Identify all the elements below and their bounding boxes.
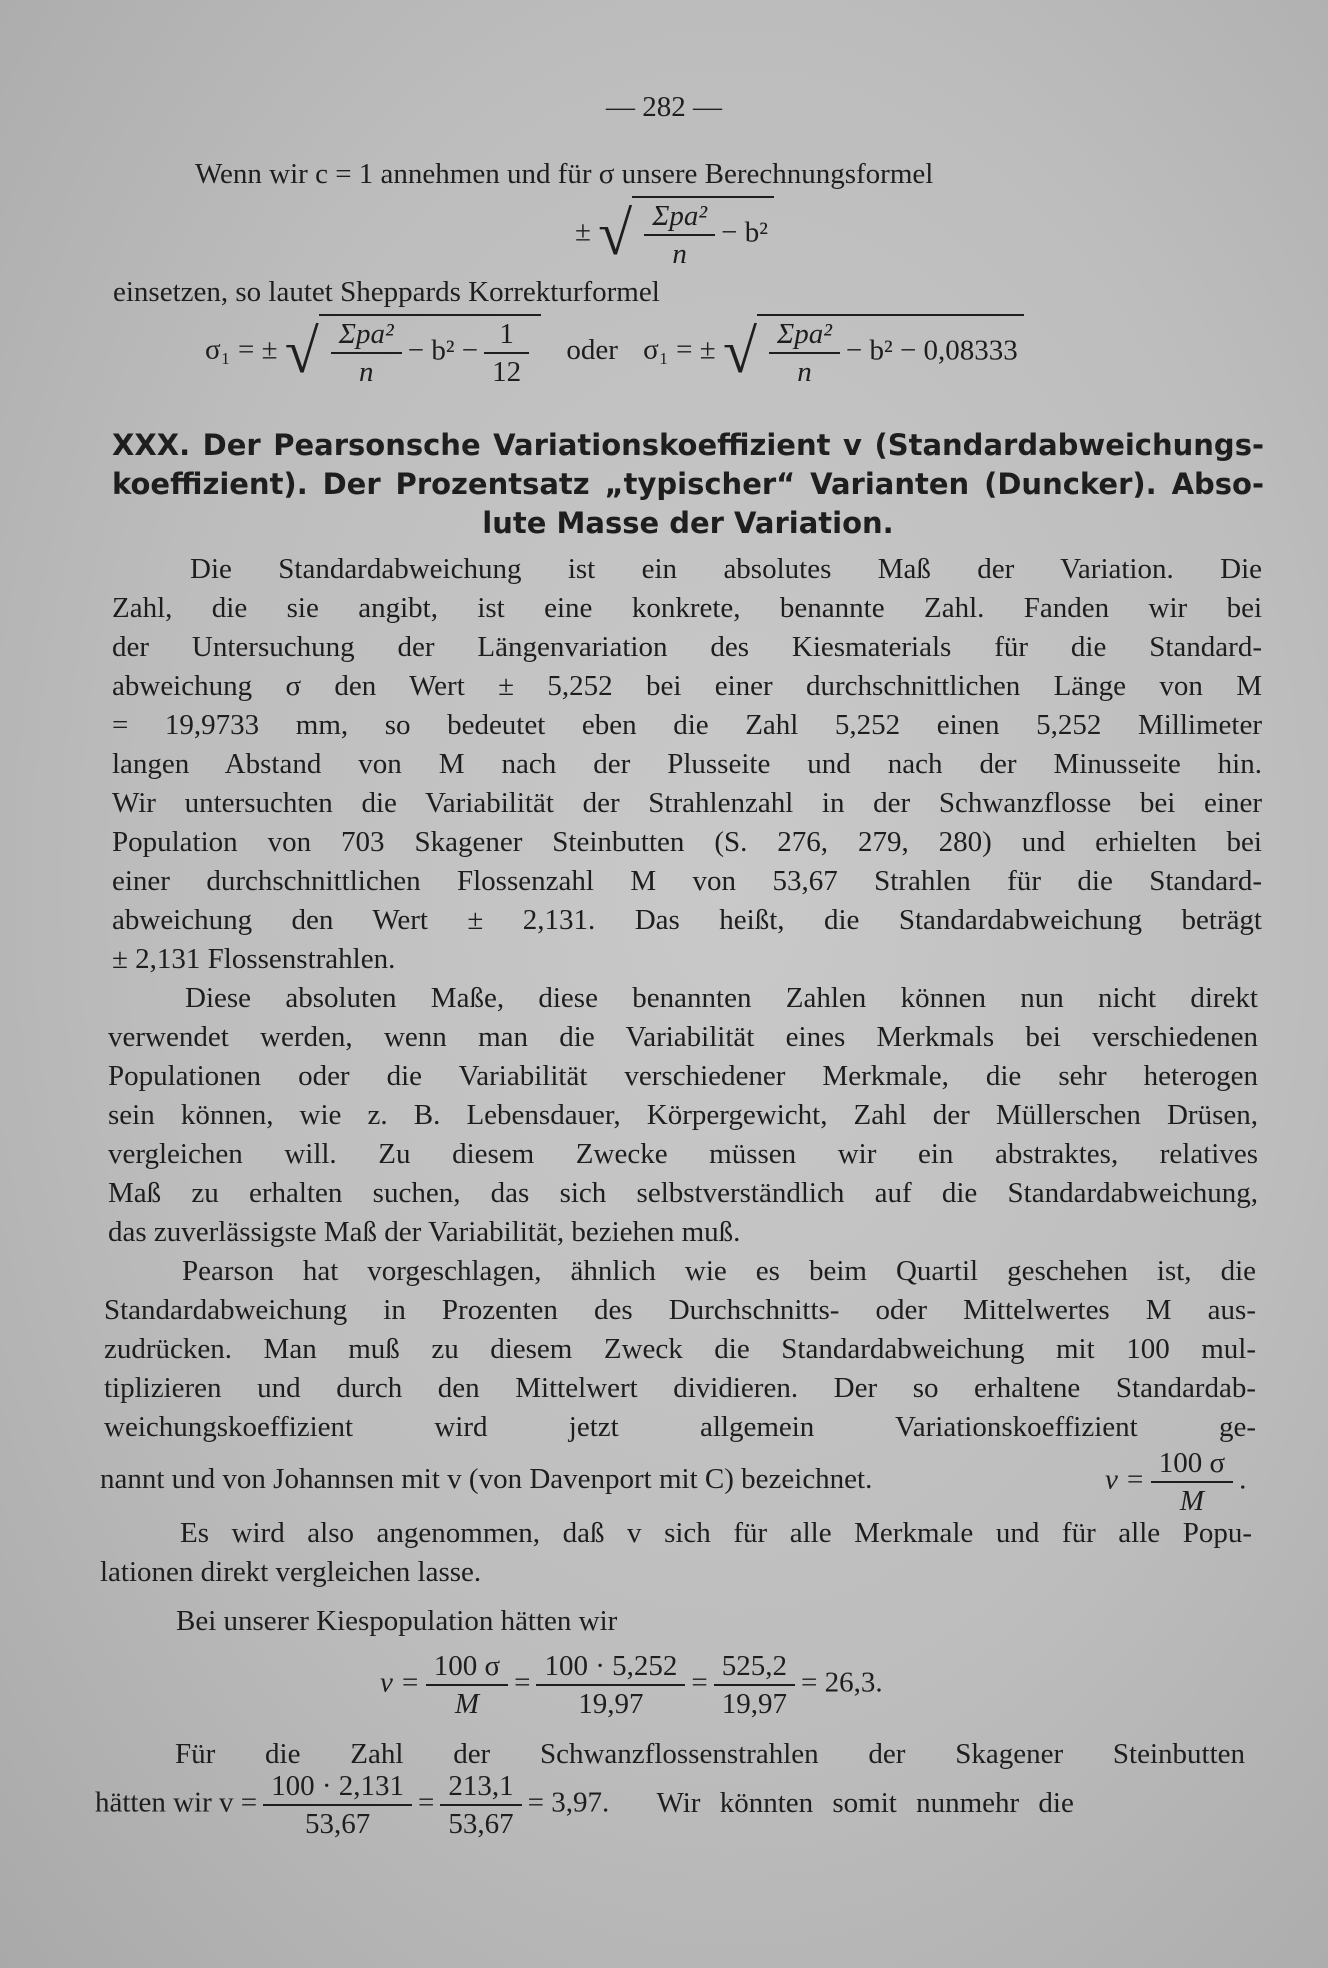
section-heading-line-3: lute Masse der Variation. bbox=[482, 506, 894, 540]
frac-numerator: 100 · 2,131 bbox=[263, 1768, 412, 1806]
equals: = bbox=[691, 1666, 708, 1699]
formula-std-dev bbox=[575, 196, 774, 272]
frac-denominator: M bbox=[1179, 1485, 1204, 1517]
para1-line: Die Standardabweichung ist ein absolutes Maß der Variation. Die bbox=[190, 553, 1262, 585]
para1-line: abweichung den Wert ± 2,131. Das heißt, die Standardabweichung beträgt bbox=[112, 904, 1262, 936]
kies-lhs: v = bbox=[380, 1666, 420, 1699]
para2-line: sein können, wie z. B. Lebensdauer, Körpergewicht, Zahl der Müllerschen Drüsen, bbox=[108, 1099, 1258, 1131]
para3-line: tiplizieren und durch den Mittelwert dividieren. Der so erhaltene Standardab- bbox=[104, 1372, 1256, 1404]
frac-numerator: 213,1 bbox=[440, 1768, 521, 1806]
para3-line: weichungskoeffizient wird jetzt allgemein Variationskoeffizient ge- bbox=[104, 1411, 1256, 1443]
para6-line: Für die Zahl der Schwanzflossenstrahlen der Skagener Steinbutten bbox=[175, 1738, 1245, 1770]
frac-numerator: Σpa² bbox=[644, 198, 715, 236]
last-line bbox=[95, 1768, 1245, 1842]
frac-numerator: 100 · 5,252 bbox=[536, 1648, 685, 1686]
v-end: . bbox=[1239, 1463, 1247, 1496]
para2-line: vergleichen will. Zu diesem Zwecke müssen wir ein abstraktes, relatives bbox=[108, 1138, 1258, 1170]
page-number: — 282 — bbox=[606, 91, 722, 123]
para4-line: lationen direkt vergleichen lasse. bbox=[100, 1556, 482, 1588]
frac-numerator: 100 σ bbox=[426, 1648, 508, 1686]
frac-numerator: Σpa² bbox=[331, 316, 402, 354]
para1-line: Zahl, die sie angibt, ist eine konkrete, benannte Zahl. Fanden wir bei bbox=[112, 592, 1262, 624]
section-heading-line-2: koeffizient). Der Prozentsatz „typischer“ Varianten (Duncker). Abso- bbox=[112, 467, 1264, 501]
para1-line: = 19,9733 mm, so bedeutet eben die Zahl 5,252 einen 5,252 Millimeter bbox=[112, 709, 1262, 741]
para2-line: verwendet werden, wenn man die Variabilität eines Merkmals bei verschiedenen bbox=[108, 1021, 1258, 1053]
plus-minus: ± bbox=[575, 215, 591, 248]
corr-mid: − b² − bbox=[407, 334, 479, 367]
para2-line: das zuverlässigste Maß der Variabilität, beziehen muß. bbox=[108, 1216, 741, 1248]
radicand bbox=[632, 196, 774, 272]
last-pre: hätten wir v = bbox=[95, 1786, 258, 1819]
kies-formula bbox=[380, 1648, 883, 1722]
frac-denominator: M bbox=[454, 1688, 479, 1720]
para1-line: der Untersuchung der Längenvariation des Kiesmaterials für die Standard- bbox=[112, 631, 1262, 663]
last-post: Wir könnten somit nunmehr die bbox=[656, 1786, 1074, 1819]
para3-line: Pearson hat vorgeschlagen, ähnlich wie es beim Quartil geschehen ist, die bbox=[182, 1255, 1256, 1287]
formula-tail: − b² bbox=[721, 216, 768, 249]
corr-lhs: σ₁ = ± bbox=[205, 333, 278, 366]
intro-line-2: einsetzen, so lautet Sheppards Korrekturformel bbox=[113, 276, 660, 308]
frac-denominator: 19,97 bbox=[578, 1688, 644, 1720]
para3-line: zudrücken. Man muß zu diesem Zweck die Standardabweichung mit 100 mul- bbox=[104, 1333, 1256, 1365]
corr2-tail: − b² − 0,08333 bbox=[845, 334, 1018, 367]
para1-line: ± 2,131 Flossenstrahlen. bbox=[112, 943, 396, 975]
sqrt-icon: √ bbox=[722, 318, 757, 386]
frac-denominator: 12 bbox=[492, 356, 522, 388]
v-formula bbox=[1105, 1445, 1246, 1519]
frac-numerator: 100 σ bbox=[1151, 1445, 1233, 1483]
sqrt-icon: √ bbox=[284, 318, 319, 386]
last-result: = 3,97. bbox=[527, 1786, 610, 1819]
frac-denominator: 19,97 bbox=[721, 1688, 787, 1720]
para2-line: Maß zu erhalten suchen, das sich selbstverständlich auf die Standardabweichung, bbox=[108, 1177, 1258, 1209]
v-lhs: v = bbox=[1105, 1463, 1145, 1496]
intro-line-1: Wenn wir c = 1 annehmen und für σ unsere Berechnungsformel bbox=[195, 158, 934, 190]
equals: = bbox=[514, 1666, 531, 1699]
frac-denominator: n bbox=[797, 356, 812, 388]
kies-result: = 26,3. bbox=[800, 1666, 883, 1699]
para1-line: Population von 703 Skagener Steinbutten (S. 276, 279, 280) und erhielten bei bbox=[112, 826, 1262, 858]
frac-denominator: 53,67 bbox=[448, 1808, 514, 1840]
para1-line: einer durchschnittlichen Flossenzahl M von 53,67 Strahlen für die Standard- bbox=[112, 865, 1262, 897]
radicand bbox=[319, 314, 541, 390]
formula-sheppard bbox=[205, 314, 1024, 390]
section-heading-line-1: XXX. Der Pearsonsche Variationskoeffizient v (Standardabweichungs- bbox=[112, 428, 1264, 462]
para2-line: Diese absoluten Maße, diese benannten Zahlen können nun nicht direkt bbox=[185, 982, 1258, 1014]
para4-line: Es wird also angenommen, daß v sich für alle Merkmale und für alle Popu- bbox=[180, 1517, 1252, 1549]
corr2-lhs: σ₁ = ± bbox=[643, 333, 716, 366]
para1-line: langen Abstand von M nach der Plusseite und nach der Minusseite hin. bbox=[112, 748, 1262, 780]
para1-line: abweichung σ den Wert ± 5,252 bei einer durchschnittlichen Länge von M bbox=[112, 670, 1262, 702]
radicand bbox=[757, 314, 1024, 390]
frac-numerator: Σpa² bbox=[769, 316, 840, 354]
sqrt-icon: √ bbox=[598, 200, 633, 268]
frac-denominator: n bbox=[672, 238, 687, 270]
para3-line: Standardabweichung in Prozenten des Durchschnitts- oder Mittelwertes M aus- bbox=[104, 1294, 1256, 1326]
oder-word: oder bbox=[566, 333, 618, 366]
para2-line: Populationen oder die Variabilität verschiedener Merkmale, die sehr heterogen bbox=[108, 1060, 1258, 1092]
para1-line: Wir untersuchten die Variabilität der Strahlenzahl in der Schwanzflosse bei einer bbox=[112, 787, 1262, 819]
frac-denominator: 53,67 bbox=[304, 1808, 371, 1840]
frac-denominator: n bbox=[359, 356, 374, 388]
frac-numerator: 525,2 bbox=[714, 1648, 795, 1686]
frac-numerator: 1 bbox=[484, 316, 529, 354]
para3-line: nannt und von Johannsen mit v (von Davenport mit C) bezeichnet. bbox=[100, 1463, 873, 1495]
para5-line: Bei unserer Kiespopulation hätten wir bbox=[176, 1605, 618, 1637]
equals: = bbox=[418, 1786, 435, 1819]
